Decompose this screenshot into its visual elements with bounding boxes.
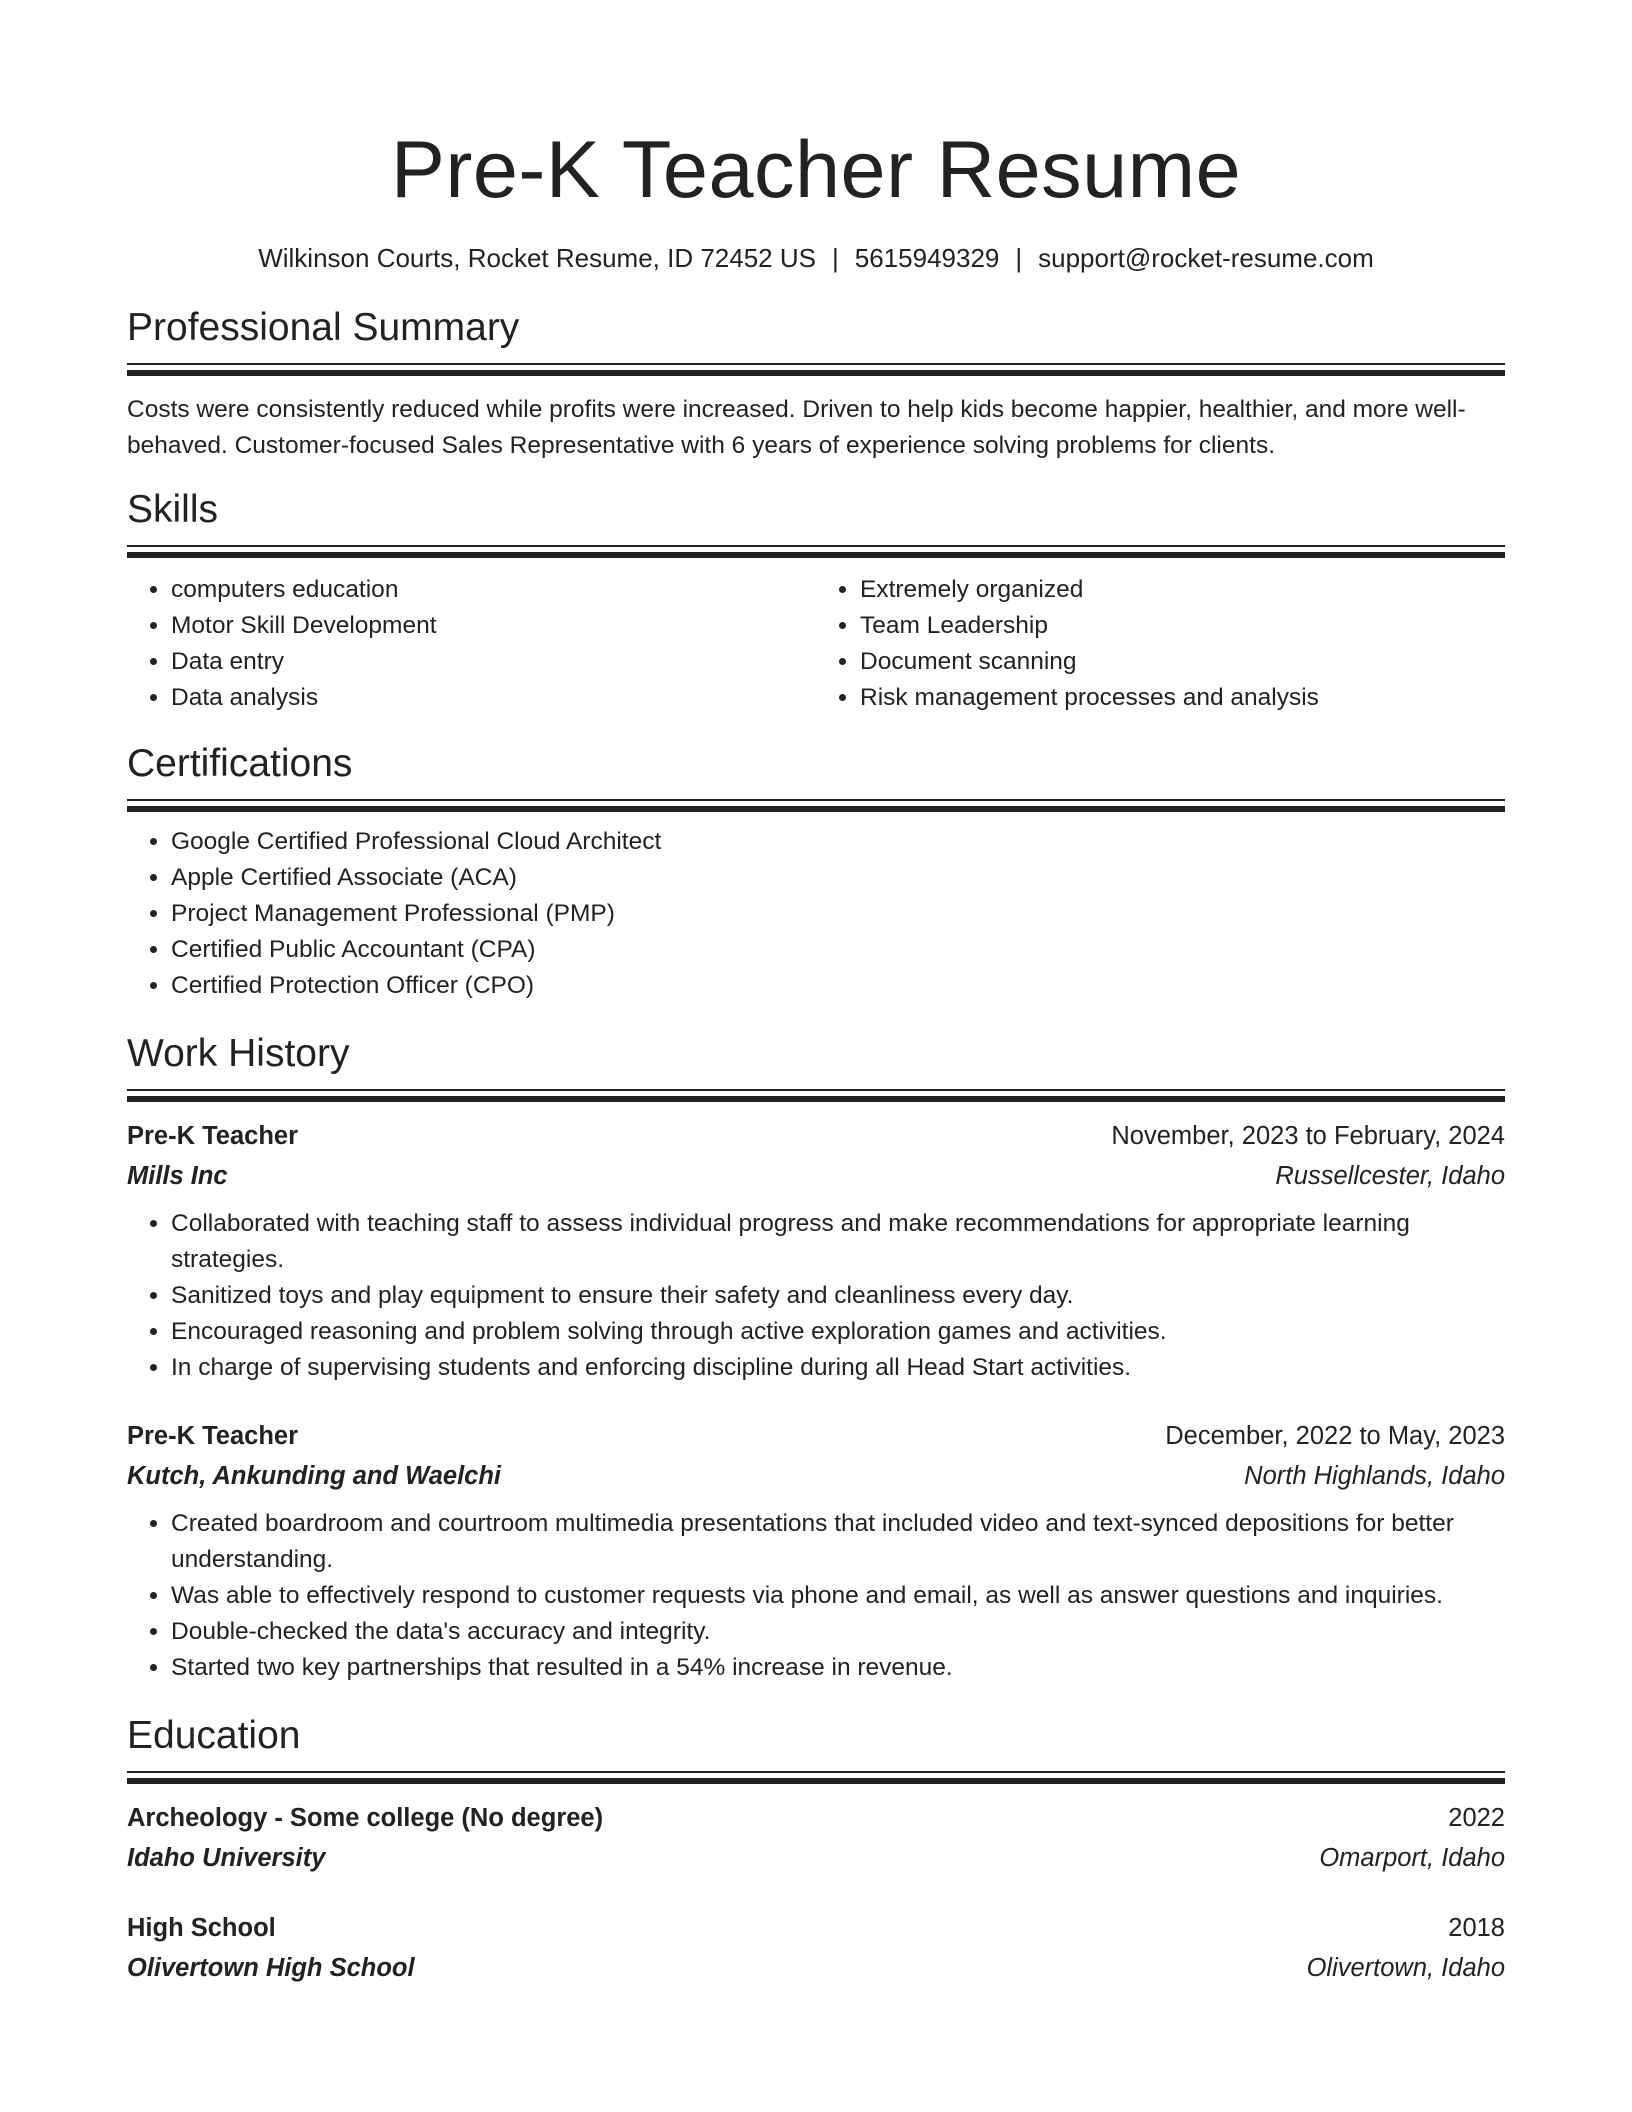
education-section: [127, 1710, 1505, 1988]
contact-line: [127, 240, 1505, 276]
skill-item: • computers education: [171, 572, 816, 608]
skills-right-list: [816, 572, 1505, 716]
job-dates: December, 2022 to May, 2023: [1165, 1422, 1505, 1450]
education-entry: [127, 1798, 1505, 1878]
section-divider: [127, 1089, 1505, 1102]
skill-item: • Data entry: [171, 644, 816, 680]
school-name: Idaho University: [127, 1844, 326, 1872]
degree: Archeology - Some college (No degree): [127, 1804, 604, 1832]
job-bullets: [127, 1206, 1505, 1386]
skills-left-list: [127, 572, 816, 716]
education-subheader: [127, 1948, 1505, 1988]
skill-item: • Team Leadership: [860, 608, 1505, 644]
job-location: Russellcester, Idaho: [1275, 1162, 1505, 1190]
certification-item: • Certified Public Accountant (CPA): [171, 932, 1505, 968]
section-heading-education: Education: [127, 1714, 301, 1757]
section-heading-work-history: Work History: [127, 1032, 350, 1075]
education-subheader: [127, 1838, 1505, 1878]
skills-columns: [127, 572, 1505, 716]
education-location: Omarport, Idaho: [1319, 1844, 1505, 1872]
phone: 5615949329: [854, 243, 1000, 273]
resume-title: Pre-K Teacher Resume: [390, 125, 1242, 215]
job-bullet: • Encouraged reasoning and problem solving through active exploration games and activities.: [171, 1314, 1505, 1350]
job-entry: [127, 1116, 1505, 1386]
education-entry: [127, 1908, 1505, 1988]
section-divider: [127, 363, 1505, 376]
contact-separator: |: [1015, 243, 1023, 273]
contact-separator: |: [832, 243, 839, 273]
skills-section: [127, 484, 1505, 716]
education-location: Olivertown, Idaho: [1306, 1954, 1505, 1982]
education-header: [127, 1908, 1505, 1948]
skill-item: • Document scanning: [860, 644, 1505, 680]
section-divider: [127, 545, 1505, 558]
summary-section: [127, 302, 1505, 464]
job-bullets: [127, 1506, 1505, 1686]
skill-item: • Motor Skill Development: [171, 608, 816, 644]
job-bullet: • Created boardroom and courtroom multimedia presentations that included video and text-synced depositions for better understanding.: [171, 1506, 1505, 1578]
work-history-section: [127, 1028, 1505, 1686]
job-entry: [127, 1416, 1505, 1686]
job-bullet: • Started two key partnerships that resulted in a 54% increase in revenue.: [171, 1650, 1505, 1686]
education-year: 2022: [1448, 1804, 1505, 1832]
job-header: [127, 1416, 1505, 1456]
email: support@rocket-resume.com: [1038, 243, 1374, 273]
education-header: [127, 1798, 1505, 1838]
job-bullet: • Was able to effectively respond to customer requests via phone and email, as well as answer questions and inquiries.: [171, 1578, 1505, 1614]
job-title: Pre-K Teacher: [127, 1422, 299, 1450]
certification-item: • Project Management Professional (PMP): [171, 896, 1505, 932]
job-header: [127, 1116, 1505, 1156]
skill-item: • Extremely organized: [860, 572, 1505, 608]
certifications-list: [127, 824, 1505, 1004]
summary-text: Costs were consistently reduced while profits were increased. Driven to help kids become happier, healthier, and more well-behaved. Customer-focused Sales Representative with 6 years of experience solving problems for clients.: [127, 396, 1466, 459]
section-heading-skills: Skills: [127, 488, 219, 531]
company-name: Mills Inc: [127, 1162, 228, 1190]
section-divider: [127, 1771, 1505, 1784]
job-subheader: [127, 1456, 1505, 1496]
company-name: Kutch, Ankunding and Waelchi: [127, 1462, 502, 1490]
job-bullet: • In charge of supervising students and enforcing discipline during all Head Start activities.: [171, 1350, 1505, 1386]
degree: High School: [127, 1914, 276, 1942]
job-bullet: • Double-checked the data's accuracy and integrity.: [171, 1614, 1505, 1650]
section-divider: [127, 799, 1505, 812]
certifications-section: [127, 738, 1505, 1004]
certification-item: • Google Certified Professional Cloud Architect: [171, 824, 1505, 860]
skill-item: • Data analysis: [171, 680, 816, 716]
school-name: Olivertown High School: [127, 1954, 415, 1982]
job-location: North Highlands, Idaho: [1244, 1462, 1505, 1490]
certification-item: • Apple Certified Associate (ACA): [171, 860, 1505, 896]
certification-item: • Certified Protection Officer (CPO): [171, 968, 1505, 1004]
section-heading-certifications: Certifications: [127, 742, 353, 785]
skill-item: • Risk management processes and analysis: [860, 680, 1505, 716]
job-title: Pre-K Teacher: [127, 1122, 299, 1150]
job-subheader: [127, 1156, 1505, 1196]
job-bullet: • Sanitized toys and play equipment to ensure their safety and cleanliness every day.: [171, 1278, 1505, 1314]
section-heading-summary: Professional Summary: [127, 306, 520, 349]
education-year: 2018: [1448, 1914, 1505, 1942]
job-bullet: • Collaborated with teaching staff to assess individual progress and make recommendations for appropriate learning strategies.: [171, 1206, 1505, 1278]
job-dates: November, 2023 to February, 2024: [1111, 1122, 1505, 1150]
address: Wilkinson Courts, Rocket Resume, ID 72452 US: [258, 243, 816, 273]
